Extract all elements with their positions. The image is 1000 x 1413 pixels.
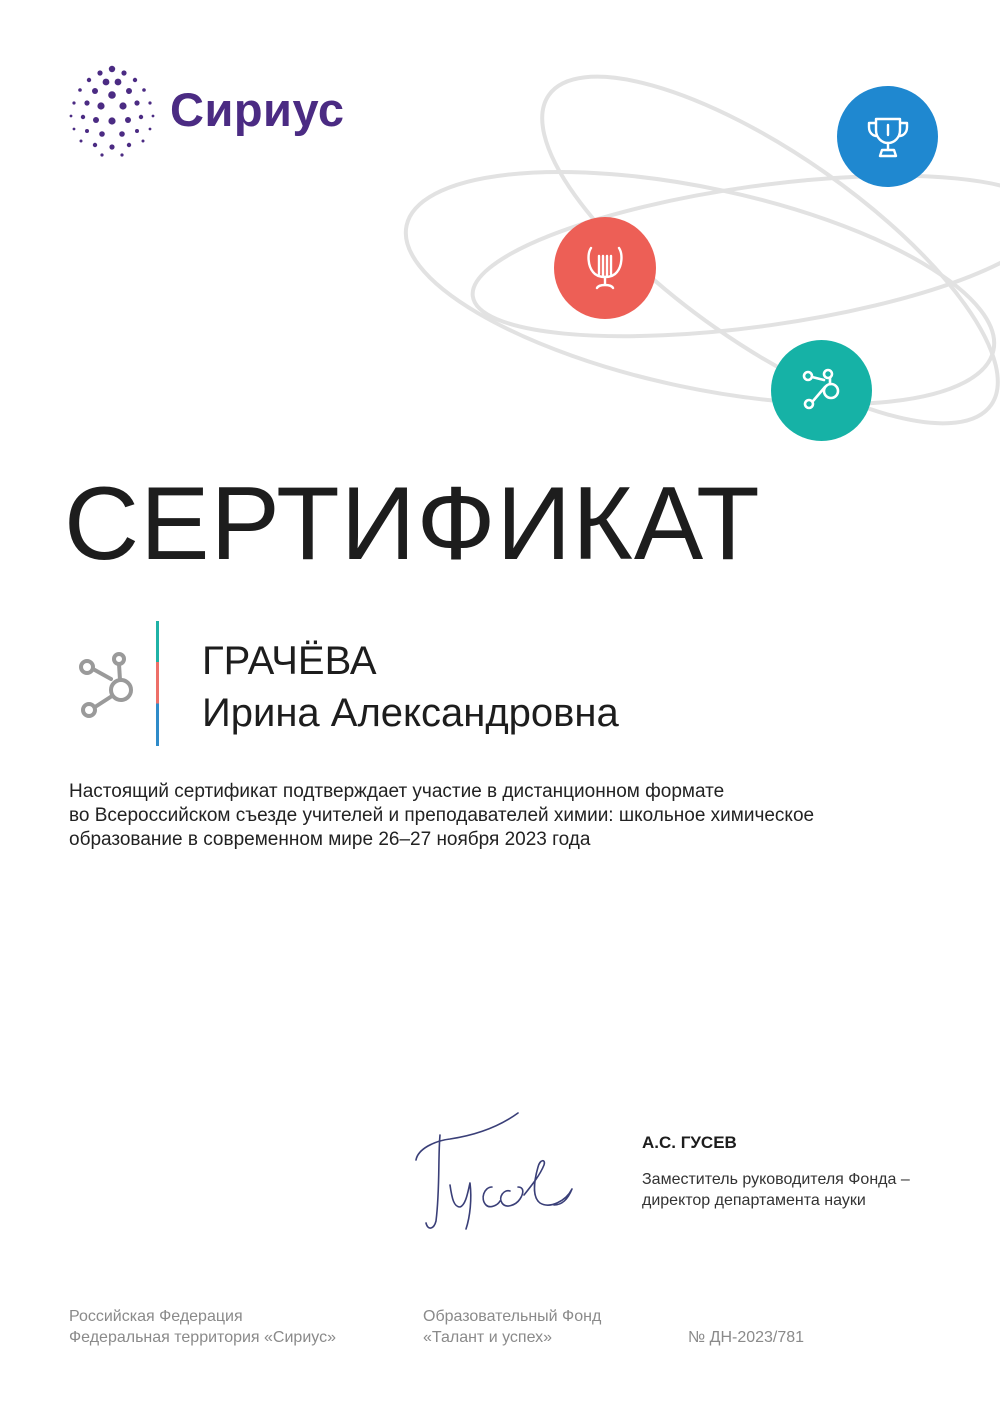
trophy-icon (861, 110, 915, 164)
logo-wordmark: Сириус (170, 83, 345, 136)
lyre-badge (554, 217, 656, 319)
description-line: во Всероссийском съезде учителей и преподавателей химии: школьное химическое (69, 805, 815, 826)
recipient-given-names: Ирина Александровна (202, 691, 619, 735)
certificate-title: СЕРТИФИКАТ (64, 466, 761, 582)
network-icon (76, 649, 138, 721)
handwritten-signature (410, 1105, 590, 1235)
footer-location-line: Российская Федерация (69, 1308, 243, 1325)
network-icon (795, 364, 849, 418)
recipient-block (74, 621, 774, 747)
sirius-logo (66, 64, 366, 159)
trophy-badge (837, 86, 938, 187)
signer-position-line: Заместитель руководителя Фонда – (642, 1171, 910, 1188)
footer-location-line: Федеральная территория «Сириус» (69, 1329, 336, 1346)
accent-divider (156, 621, 159, 746)
certificate-number-text: № ДН-2023/781 (688, 1329, 805, 1346)
description-line: Настоящий сертификат подтверждает участие в дистанционном формате (69, 781, 725, 802)
dot-sphere-logo-icon (66, 64, 158, 159)
certificate-description (69, 780, 929, 852)
footer-location (69, 1306, 336, 1348)
description-line: образование в современном мире 26–27 ноября 2023 года (69, 829, 591, 850)
footer-foundation-line: «Талант и успех» (423, 1329, 553, 1346)
signer-name: А.С. ГУСЕВ (642, 1133, 737, 1152)
recipient-surname: ГРАЧЁВА (202, 639, 377, 683)
lyre-icon (577, 240, 633, 296)
signer-position (642, 1169, 910, 1211)
footer-foundation-line: Образовательный Фонд (423, 1308, 602, 1325)
certificate-number (688, 1327, 804, 1348)
footer-foundation (423, 1306, 601, 1348)
network-badge (771, 340, 872, 441)
signer-position-line: директор департамента науки (642, 1192, 866, 1209)
